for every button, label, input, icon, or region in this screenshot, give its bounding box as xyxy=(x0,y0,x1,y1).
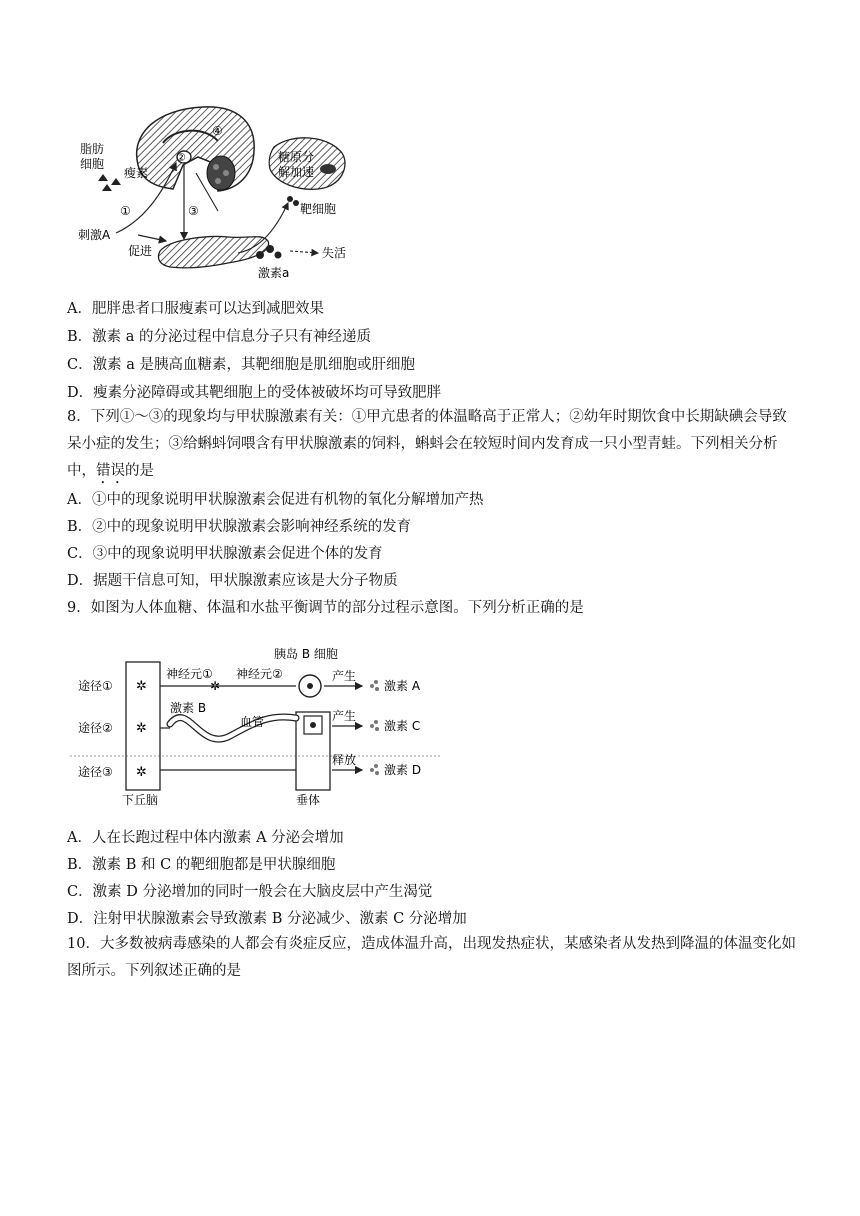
neuron2-label: 神经元② xyxy=(236,667,283,681)
stimulus-label: 刺激A xyxy=(78,228,111,242)
hormone-a-label: 激素a xyxy=(258,266,290,280)
q8-option-d: D．据题干信息可知，甲状腺激素应该是大分子物质 xyxy=(67,573,398,589)
svg-text:✲: ✲ xyxy=(210,679,221,693)
q7-option-d: D．瘦素分泌障碍或其靶细胞上的受体被破坏均可导致肥胖 xyxy=(67,385,442,401)
q8-stem-tail: 的是 xyxy=(125,463,154,479)
fat-cell-label-2: 细胞 xyxy=(80,157,105,171)
q9-stem: 9．如图为人体血糖、体温和水盐平衡调节的部分过程示意图。下列分析正确的是 xyxy=(67,600,584,616)
path2-label: 途径② xyxy=(78,721,113,735)
produce2-label: 产生 xyxy=(332,709,357,723)
hormone-b-label: 激素 B xyxy=(170,701,207,715)
inactivate-label: 失活 xyxy=(322,246,347,260)
q7-option-a: A．肥胖患者口服瘦素可以达到减肥效果 xyxy=(67,301,324,317)
q9-option-c: C．激素 D 分泌增加的同时一般会在大脑皮层中产生渴觉 xyxy=(67,884,433,900)
produce1-label: 产生 xyxy=(332,669,357,683)
q9-option-b: B．激素 B 和 C 的靶细胞都是甲状腺细胞 xyxy=(67,857,336,873)
glycogen-label-1: 糖原分 xyxy=(278,150,315,164)
q8-stem xyxy=(67,404,797,487)
islet-b-label: 胰岛 B 细胞 xyxy=(274,647,338,661)
q9-option-d: D．注射甲状腺激素会导致激素 B 分泌减少、激素 C 分泌增加 xyxy=(67,911,467,927)
path3-label: 途径③ xyxy=(78,765,113,779)
promote-label: 促进 xyxy=(128,244,153,258)
path1-label: ① xyxy=(120,204,131,218)
svg-text:✲: ✲ xyxy=(136,765,147,780)
q7-option-c: C．激素 a 是胰高血糖素，其靶细胞是肌细胞或肝细胞 xyxy=(67,357,415,373)
q8-option-a: A．①中的现象说明甲状腺激素会促进有机物的氧化分解增加产热 xyxy=(67,492,484,508)
svg-text:✲: ✲ xyxy=(136,679,147,694)
path1-label: 途径① xyxy=(78,679,113,693)
leptin-regulation-diagram xyxy=(78,103,356,290)
pancreas-shape xyxy=(158,237,268,268)
hypothalamus-label: 下丘脑 xyxy=(122,793,159,807)
q8-stem-emphasis: 错误 xyxy=(96,463,125,479)
glycogen-label-2: 解加速 xyxy=(278,165,315,179)
regulation-pathways-diagram xyxy=(70,640,440,810)
hormone-d-label: 激素 D xyxy=(384,763,422,777)
blood-vessel-label: 血管 xyxy=(240,715,265,729)
hormone-a-label: 激素 A xyxy=(384,679,421,693)
q8-option-b: B．②中的现象说明甲状腺激素会影响神经系统的发育 xyxy=(67,519,412,535)
path2-label: ② xyxy=(176,151,186,164)
fat-cell-label-1: 脂肪 xyxy=(80,142,105,156)
q10-stem: 10．大多数被病毒感染的人都会有炎症反应，造成体温升高，出现发热症状，某感染者从发热到降温的体温变化如图所示。下列叙述正确的是 xyxy=(67,936,796,979)
q8-option-c: C．③中的现象说明甲状腺激素会促进个体的发育 xyxy=(67,546,383,562)
brain-shape xyxy=(137,107,255,191)
neuron1-label: 神经元① xyxy=(166,667,213,681)
pituitary-label: 垂体 xyxy=(296,793,321,807)
q8-stem-text: 8．下列①～③的现象均与甲状腺激素有关：①甲亢患者的体温略高于正常人；②幼年时期饮食中长期缺碘会导致呆小症的发生；③给蝌蚪饲喂含有甲状腺激素的饲料，蝌蚪会在较短时间内发育成一只小型青蛙。下列相关分析中， xyxy=(67,409,787,479)
neural-mass xyxy=(207,156,235,190)
hormone-c-label: 激素 C xyxy=(384,719,421,733)
svg-text:✲: ✲ xyxy=(136,721,147,736)
path3-label: ③ xyxy=(188,204,199,218)
q7-option-b: B．激素 a 的分泌过程中信息分子只有神经递质 xyxy=(67,329,372,345)
leptin-label: 瘦素 xyxy=(124,166,149,180)
target-cell-label: 靶细胞 xyxy=(300,202,337,216)
q9-option-a: A．人在长跑过程中体内激素 A 分泌会增加 xyxy=(67,830,344,846)
path4-label: ④ xyxy=(212,124,223,138)
release-label: 释放 xyxy=(332,753,357,767)
